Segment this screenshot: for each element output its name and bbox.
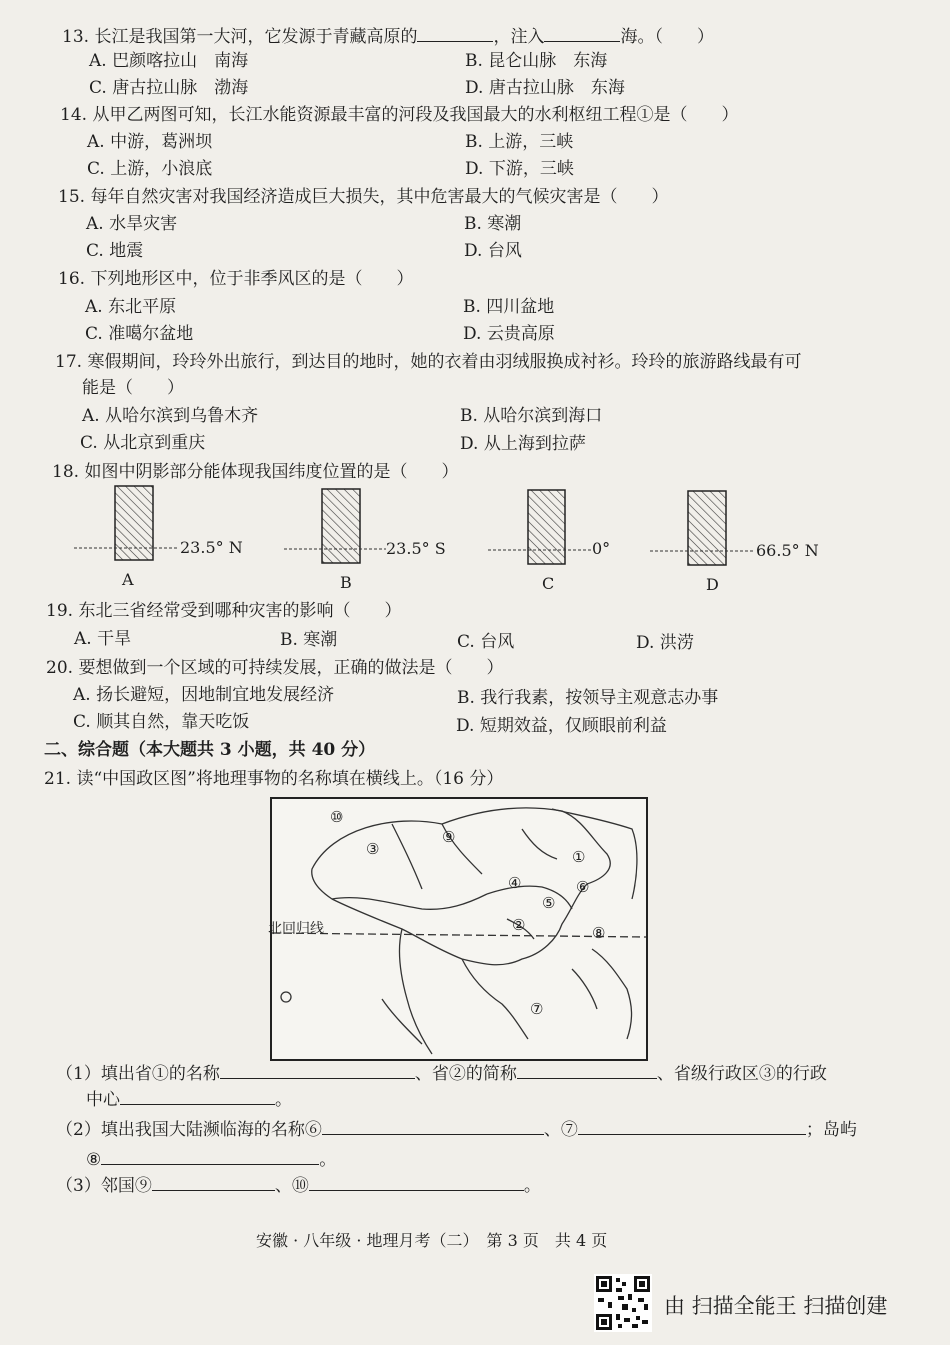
option[interactable]: D. 短期效益，仅顾眼前利益 xyxy=(456,716,667,736)
answer-blank[interactable] xyxy=(544,23,620,42)
option[interactable]: C. 顺其自然，靠天吃饭 xyxy=(73,712,250,732)
map-label-1: ① xyxy=(572,848,586,866)
map-label-8: ⑧ xyxy=(592,924,606,942)
option[interactable]: B. 寒潮 xyxy=(464,214,522,234)
question-15: 15. 每年自然灾害对我国经济造成巨大损失，其中危害最大的气候灾害是（ ） xyxy=(58,187,669,207)
answer-blank[interactable] xyxy=(220,1060,415,1079)
map-label-4: ④ xyxy=(508,874,522,892)
map-label-6: ⑥ xyxy=(576,878,590,896)
option[interactable]: A. 水旱灾害 xyxy=(86,214,178,234)
answer-blank[interactable] xyxy=(120,1086,275,1105)
map-label-10: ⑩ xyxy=(330,808,344,826)
question-16: 16. 下列地形区中，位于非季风区的是（ ） xyxy=(58,269,414,289)
answer-blank[interactable] xyxy=(152,1172,275,1191)
option[interactable]: A. 巴颜喀拉山 南海 xyxy=(89,51,249,71)
subquestion-1: （1）填出省①的名称 、省②的简称 、省级行政区③的行政 xyxy=(56,1060,827,1085)
latitude-figure-b[interactable]: 23.5° S B xyxy=(282,487,482,597)
option[interactable]: D. 从上海到拉萨 xyxy=(460,434,586,454)
latitude-figure-c[interactable]: 0° C xyxy=(486,488,646,598)
question-18: 18. 如图中阴影部分能体现我国纬度位置的是（ ） xyxy=(52,462,459,482)
question-13: 13. 长江是我国第一大河，它发源于青藏高原的 ，注入 海。（ ） xyxy=(62,23,714,48)
question-17: 17. 寒假期间，玲玲外出旅行，到达目的地时，她的衣着由羽绒服换成衬衫。玲玲的旅游路线最有可 xyxy=(55,352,802,372)
option[interactable]: C. 唐古拉山脉 渤海 xyxy=(89,78,249,98)
option[interactable]: C. 台风 xyxy=(457,632,515,652)
option[interactable]: A. 干旱 xyxy=(74,629,132,649)
answer-blank[interactable] xyxy=(309,1172,524,1191)
option[interactable]: B. 昆仑山脉 东海 xyxy=(465,51,608,71)
option[interactable]: A. 中游，葛洲坝 xyxy=(87,132,213,152)
china-political-map xyxy=(270,797,648,1061)
option[interactable]: C. 地震 xyxy=(86,241,144,261)
hatched-band-icon xyxy=(486,488,646,568)
option[interactable]: B. 寒潮 xyxy=(280,630,338,650)
option[interactable]: B. 上游，三峡 xyxy=(465,132,574,152)
option[interactable]: D. 唐古拉山脉 东海 xyxy=(465,78,625,98)
latitude-figure-d[interactable]: 66.5° N D xyxy=(648,489,848,599)
map-label-3: ③ xyxy=(366,840,380,858)
question-20: 20. 要想做到一个区域的可持续发展，正确的做法是（ ） xyxy=(46,658,504,678)
option[interactable]: C. 从北京到重庆 xyxy=(80,433,206,453)
subquestion-2-cont: ⑧ 。 xyxy=(86,1146,336,1171)
map-label-5: ⑤ xyxy=(542,894,556,912)
map-label-2: ② xyxy=(512,916,526,934)
tropic-of-cancer-label: 北回归线 xyxy=(268,921,324,937)
answer-blank[interactable] xyxy=(101,1146,319,1165)
option[interactable]: B. 从哈尔滨到海口 xyxy=(460,406,603,426)
subquestion-1-cont: 中心 。 xyxy=(86,1086,292,1111)
question-14: 14. 从甲乙两图可知，长江水能资源最丰富的河段及我国最大的水利枢纽工程①是（ ） xyxy=(60,105,739,125)
option[interactable]: B. 我行我素，按领导主观意志办事 xyxy=(457,688,719,708)
hatched-band-icon xyxy=(282,487,482,567)
map-label-7: ⑦ xyxy=(530,1000,544,1018)
option[interactable]: C. 上游，小浪底 xyxy=(87,159,213,179)
section-title: 二、综合题（本大题共 3 小题，共 40 分） xyxy=(44,740,376,760)
option[interactable]: C. 准噶尔盆地 xyxy=(85,324,194,344)
map-label-9: ⑨ xyxy=(442,828,456,846)
option[interactable]: D. 云贵高原 xyxy=(463,324,555,344)
map-outline-icon xyxy=(272,799,646,1059)
qr-code-icon xyxy=(594,1274,652,1332)
option[interactable]: D. 洪涝 xyxy=(636,633,694,653)
question-21: 21. 读“中国政区图”将地理事物的名称填在横线上。（16 分） xyxy=(44,769,504,789)
answer-blank[interactable] xyxy=(322,1116,544,1135)
option[interactable]: A. 东北平原 xyxy=(85,297,177,317)
option[interactable]: B. 四川盆地 xyxy=(463,297,555,317)
page-footer: 安徽 · 八年级 · 地理月考（二） 第 3 页 共 4 页 xyxy=(256,1231,608,1250)
answer-blank[interactable] xyxy=(417,23,493,42)
answer-blank[interactable] xyxy=(578,1116,806,1135)
question-17-cont: 能是（ ） xyxy=(82,378,184,398)
option[interactable]: D. 台风 xyxy=(464,241,522,261)
option[interactable]: A. 从哈尔滨到乌鲁木齐 xyxy=(82,406,259,426)
answer-blank[interactable] xyxy=(517,1060,657,1079)
question-19: 19. 东北三省经常受到哪种灾害的影响（ ） xyxy=(46,601,402,621)
scanner-watermark: 由 扫描全能王 扫描创建 xyxy=(664,1294,888,1318)
subquestion-3: （3）邻国⑨ 、⑩ 。 xyxy=(56,1172,541,1197)
latitude-figure-a[interactable]: 23.5° N A xyxy=(72,484,272,594)
option[interactable]: A. 扬长避短，因地制宜地发展经济 xyxy=(73,685,335,705)
subquestion-2: （2）填出我国大陆濒临海的名称⑥ 、⑦ ；岛屿 xyxy=(56,1116,857,1141)
option[interactable]: D. 下游，三峡 xyxy=(465,159,574,179)
